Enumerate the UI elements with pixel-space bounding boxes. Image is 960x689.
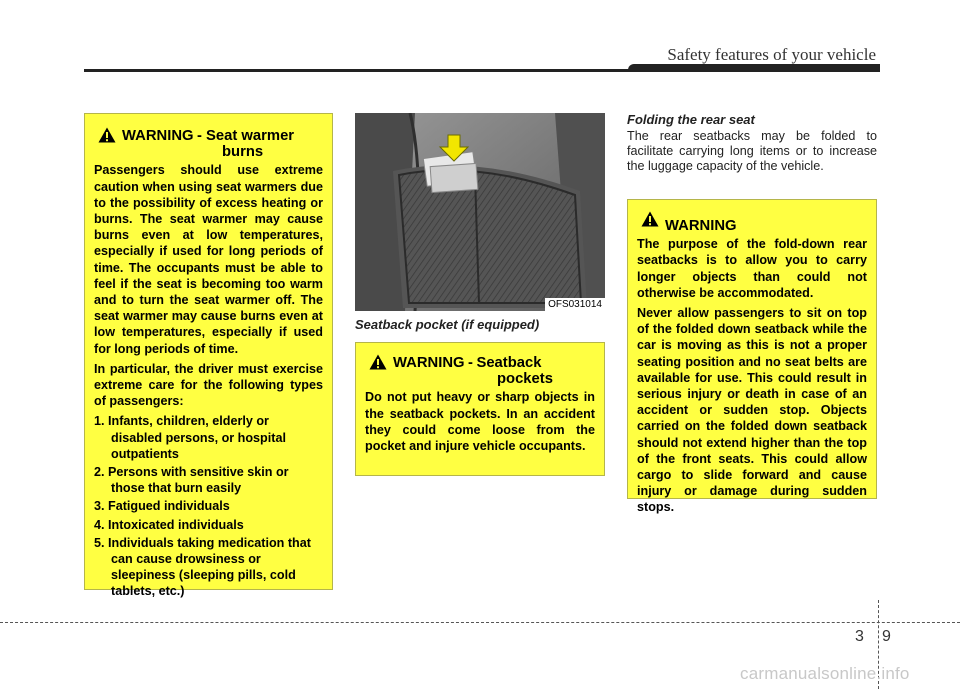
warning-triangle-icon <box>369 354 387 370</box>
warning-triangle-icon <box>641 211 659 227</box>
warning-paragraph: In particular, the driver must exercise extreme care for the following types of passengers: <box>94 361 323 409</box>
warning-paragraph: Passengers should use extreme caution when using seat warmers due to the possibility of excess heating or burns. The seat warmer may cause burns even at low temperatures, especially if used for long periods of time. The occupants must be able to feel if the seat is becoming too warm and to turn the seat warmer off. The seat warmer may cause burns even at low temperatures, especially if used for long periods of time. <box>94 163 323 356</box>
list-item: 5. Individuals taking medication that can cause drowsiness or sleepiness (sleeping pills, cold tablets, etc.) <box>94 535 311 599</box>
list-item: 1. Infants, children, elderly or disabled persons, or hospital outpatients <box>94 414 286 461</box>
photo-caption: Seatback pocket (if equipped) <box>355 317 540 332</box>
watermark-text: carmanualsonline.info <box>740 664 910 683</box>
warning-label: WARNING <box>665 218 737 234</box>
seat-warmer-warning-box <box>84 113 333 599</box>
warning-paragraph: The purpose of the fold-down rear seatbacks is to allow you to carry longer objects than could not otherwise be accommodated. <box>637 237 867 300</box>
footer-rule <box>0 622 960 623</box>
header-rule <box>84 69 880 72</box>
warning-paragraph: Do not put heavy or sharp objects in the seatback pockets. In an accident they could come loose from the pocket and injure vehicle occupants. <box>365 390 595 454</box>
warning-label: WARNING <box>122 128 194 144</box>
warning-subtitle: - Seat warmer <box>197 128 295 144</box>
seatback-pocket-photo <box>355 113 605 311</box>
warning-subtitle-line2: pockets <box>497 371 553 388</box>
warning-dash: - <box>468 355 473 371</box>
warning-paragraph: Never allow passengers to sit on top of the folded down seatback while the car is moving as this is not a proper seating position and no seat belts are available for use. This could result in serious injury or death in case of an accident or sudden stop. Objects carried on the folded down seatback should not extend higher than the top of the front seats. This could allow cargo to slide forward and cause injury or damage during sudden stops. <box>637 306 867 515</box>
fold-warning-box <box>627 199 877 515</box>
chapter-number: 3 <box>855 628 864 645</box>
list-item: 4. Intoxicated individuals <box>94 517 244 532</box>
passenger-list <box>94 413 323 599</box>
image-id-label: OFS031014 <box>545 298 605 311</box>
section-body: The rear seatbacks may be folded to facilitate carrying long items or to increase the luggage capacity of the vehicle. <box>627 129 877 173</box>
list-item: 3. Fatigued individuals <box>94 499 230 514</box>
warning-subtitle-line2: burns <box>222 144 264 161</box>
list-item: 2. Persons with sensitive skin or those that burn easily <box>94 465 289 496</box>
header-title: Safety features of your vehicle <box>667 45 876 64</box>
pocket-warning-box <box>355 342 605 476</box>
warning-label: WARNING <box>393 355 465 371</box>
seatback-pocket-illustration <box>355 113 605 311</box>
page-number: 9 <box>882 628 891 645</box>
section-title: Folding the rear seat <box>627 112 755 127</box>
warning-triangle-icon <box>98 127 116 143</box>
warning-subtitle: Seatback <box>476 355 542 371</box>
